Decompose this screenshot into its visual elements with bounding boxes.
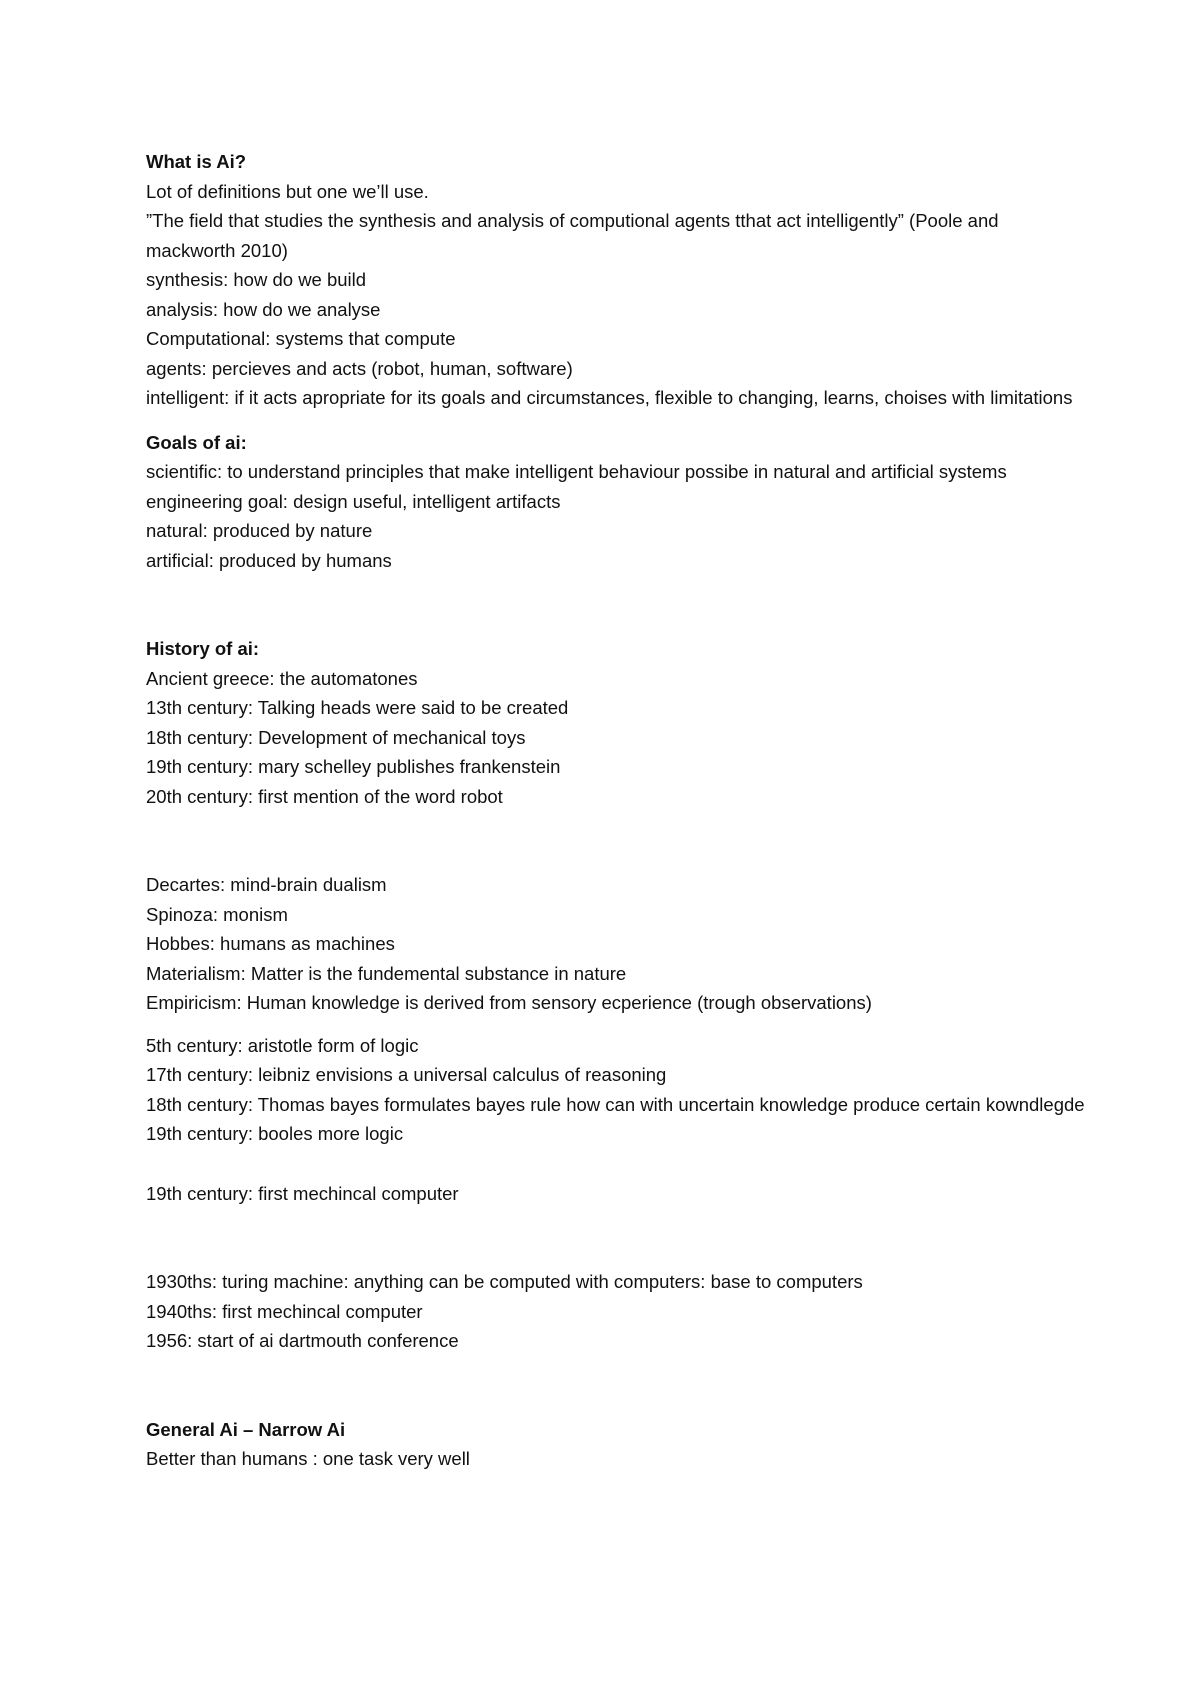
text-line: 18th century: Development of mechanical toys [146,726,526,748]
text-line: 19th century: first mechincal computer [146,1182,459,1204]
text-line: engineering goal: design useful, intelligent artifacts [146,490,561,512]
text-line: Materialism: Matter is the fundemental substance in nature [146,962,627,984]
section-heading: Goals of ai: [146,431,247,453]
text-line: 1930ths: turing machine: anything can be computed with computers: base to computers [146,1271,863,1292]
text-line: 18th century: Thomas bayes formulates bayes rule how can with uncertain knowledge produce certain kowndlegde [146,1093,1085,1115]
text-line: Decartes: mind-brain dualism [146,874,387,895]
section-computer-19th [146,1179,1086,1209]
text-line: Better than humans : one task very well [146,1448,470,1469]
text-line: 1940ths: first mechincal computer [146,1300,423,1322]
text-line: Lot of definitions but one we’ll use. [146,180,429,202]
document-page [146,147,1086,1474]
section-heading: History of ai: [146,638,260,659]
section-what-is-ai [146,147,1086,413]
text-line: 19th century: booles more logic [146,1123,404,1144]
section-heading: General Ai – Narrow Ai [146,1418,346,1440]
text-line: synthesis: how do we build [146,269,367,290]
section-philosophy [146,870,1086,1018]
text-line: agents: percieves and acts (robot, human, software) [146,357,573,379]
text-line: Empiricism: Human knowledge is derived from sensory ecperience (trough observations) [146,992,872,1013]
section-goals [146,428,1086,576]
text-line: Computational: systems that compute [146,328,456,349]
text-line: Ancient greece: the automatones [146,667,418,689]
text-line: ”The field that studies the synthesis and analysis of computional agents tthat act intelligently” (Poole and mackworth 2010) [146,210,999,261]
text-line: 5th century: aristotle form of logic [146,1034,419,1056]
text-line: 20th century: first mention of the word robot [146,785,503,807]
section-computing [146,1267,1086,1356]
section-general-narrow [146,1415,1086,1474]
text-line: 1956: start of ai dartmouth conference [146,1330,459,1351]
text-line: 17th century: leibniz envisions a universal calculus of reasoning [146,1064,667,1085]
text-line: intelligent: if it acts apropriate for its goals and circumstances, flexible to changing, learns, choises with limitations [146,387,1073,408]
section-history [146,634,1086,811]
text-line: natural: produced by nature [146,520,373,541]
text-line: scientific: to understand principles that make intelligent behaviour possibe in natural and artificial systems [146,461,1007,482]
text-line: Hobbes: humans as machines [146,933,395,954]
text-line: Spinoza: monism [146,903,288,925]
text-line: 19th century: mary schelley publishes frankenstein [146,756,561,777]
section-logic [146,1031,1086,1149]
text-line: 13th century: Talking heads were said to be created [146,697,569,718]
section-heading: What is Ai? [146,151,247,172]
text-line: artificial: produced by humans [146,549,392,571]
text-line: analysis: how do we analyse [146,298,381,320]
